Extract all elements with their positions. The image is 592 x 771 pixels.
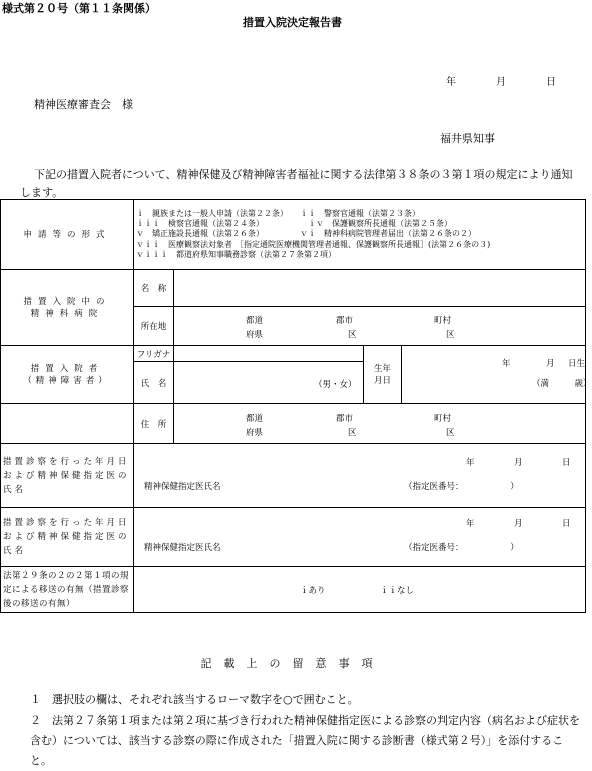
transfer-row: [1, 567, 586, 613]
note-text: 法第２７条第１項または第２項に基づき行われた精神保健指定医による診察の判定内容（病名および症状を含む）については、該当する診察の際に作成された「措置入院に関する診断書（様式第２号）」を添付すること。: [30, 714, 580, 767]
transfer-field[interactable]: [134, 567, 586, 613]
hospital-name-field[interactable]: [174, 270, 586, 307]
patient-address-row: [1, 404, 586, 444]
application-type-row: [1, 200, 586, 270]
addr-ku: 区: [348, 427, 357, 438]
addr-chouson: 町村: [434, 316, 452, 326]
patient-name-label: 氏 名: [134, 362, 174, 404]
note-number: ２: [30, 714, 41, 727]
exam1-doctor-label: 精神保健指定医氏名: [144, 481, 221, 492]
addr-todo: 都道: [246, 316, 264, 326]
exam2-label: 措置診察を行った年月日および精神保健指定医の氏名: [1, 508, 134, 567]
patient-label-line1: 措置入院者: [30, 363, 104, 374]
exam2-doctor-label: 精神保健指定医氏名: [144, 543, 221, 553]
option-line[interactable]: ｖｉｉｉ 都道府県知事職務診察（法第２７条第２項）: [136, 249, 336, 259]
hospital-name-label: 名 称: [134, 270, 174, 307]
note-text: 選択肢の欄は、それぞれ該当するローマ数字を○で囲むこと。: [52, 693, 359, 706]
option-line[interactable]: ｉｉｉ 検察官通報（法第２４条） ｉｖ 保護観察所長通報（法第２５条）: [136, 219, 452, 229]
exam2-doctor-number: （指定医番号： ）: [404, 543, 519, 553]
exam2-day: 日: [562, 519, 571, 529]
hospital-name-row: [1, 270, 586, 307]
addr-ku: 区: [348, 330, 357, 340]
hospital-address-label: 所在地: [134, 307, 174, 346]
intro-paragraph: 下記の措置入院者について、精神保健及び精神障害者福祉に関する法律第３８条の３第１項の規定により通知します。: [20, 168, 573, 199]
addr-chouson: 町村: [434, 413, 452, 424]
exam2-year: 年: [466, 519, 475, 529]
hospital-label: [1, 270, 134, 346]
application-type-label: 申請等の形式: [1, 200, 134, 270]
addr-fuken: 府県: [246, 427, 264, 438]
transfer-yes[interactable]: ｉあり: [300, 585, 326, 596]
exam1-row: [1, 444, 586, 508]
hospital-label-line1: 措置入院中の: [23, 296, 111, 307]
exam1-field[interactable]: [134, 444, 586, 508]
exam1-month: 月: [514, 457, 523, 468]
form-number: 様式第２０号（第１１条関係）: [2, 2, 156, 15]
option-line[interactable]: ｉ 親族または一般人申請（法第２２条） ｉｉ 警察官通報（法第２３条）: [136, 208, 420, 218]
note-item-1: [30, 690, 580, 710]
transfer-label: 法第２９条の２の２第１項の規定による移送の有無（措置診察後の移送の有無）: [1, 567, 134, 613]
birth-year: 年: [502, 358, 511, 369]
patient-label-line2: （精神障害者）: [23, 375, 111, 386]
addr-ku2: 区: [446, 427, 455, 438]
furigana-field[interactable]: [174, 346, 364, 362]
hospital-address-field[interactable]: [174, 307, 586, 346]
report-form-table: [0, 199, 592, 613]
sex-choice[interactable]: （男・女）: [314, 379, 357, 390]
exam1-doctor-number: （指定医番号： ）: [404, 481, 519, 492]
birth-label: [364, 346, 402, 404]
note-item-2: [30, 711, 580, 771]
patient-address-label: 住 所: [134, 404, 174, 444]
hospital-label-line2: 精神科病院: [30, 308, 104, 319]
furigana-label: フリガナ: [134, 346, 174, 362]
birth-date-field[interactable]: [402, 346, 592, 404]
exam2-row: [1, 508, 586, 567]
addr-fuken: 府県: [246, 330, 264, 340]
sender: 福井県知事: [440, 132, 495, 145]
birth-day: 日生: [568, 358, 586, 369]
birth-label-line2: 月日: [373, 375, 391, 386]
birth-month: 月: [546, 358, 555, 369]
exam1-year: 年: [466, 457, 475, 468]
option-line[interactable]: ｖｉｉ 医療観察法対象者 ［指定通院医療機関管理者通報、保護観察所長通報］(法第２６条の３): [136, 239, 491, 249]
notes-title: 記載上の留意事項: [200, 657, 385, 670]
date-day-label: 日: [546, 77, 556, 88]
addr-gunshi: 郡市: [336, 316, 354, 326]
exam2-field[interactable]: [134, 508, 586, 567]
age: （満 歳）: [532, 378, 592, 389]
note-number: １: [30, 693, 41, 706]
exam2-month: 月: [514, 519, 523, 529]
option-line[interactable]: ｖ 矯正施設長通報（法第２６条） ｖｉ 精神科病院管理者届出（法第２６条の２）: [136, 229, 476, 239]
patient-furigana-row: [1, 346, 586, 362]
addr-ku2: 区: [446, 330, 455, 340]
birth-label-line1: 生年: [373, 363, 391, 374]
patient-label: [1, 346, 134, 404]
patient-address-field[interactable]: [174, 404, 586, 444]
exam1-label: 措置診察を行った年月日および精神保健指定医の氏名: [1, 444, 134, 508]
addr-todo: 都道: [246, 413, 264, 424]
date-month-label: 月: [496, 77, 506, 88]
document-title: 措置入院決定報告書: [243, 16, 342, 29]
patient-name-field[interactable]: [174, 362, 364, 404]
addr-gunshi: 郡市: [336, 413, 354, 424]
transfer-no[interactable]: ｉｉなし: [380, 585, 415, 596]
exam1-day: 日: [562, 457, 571, 468]
application-type-options[interactable]: [134, 200, 586, 270]
addressee: 精神医療審査会 様: [34, 98, 133, 111]
date-year-label: 年: [446, 77, 456, 88]
